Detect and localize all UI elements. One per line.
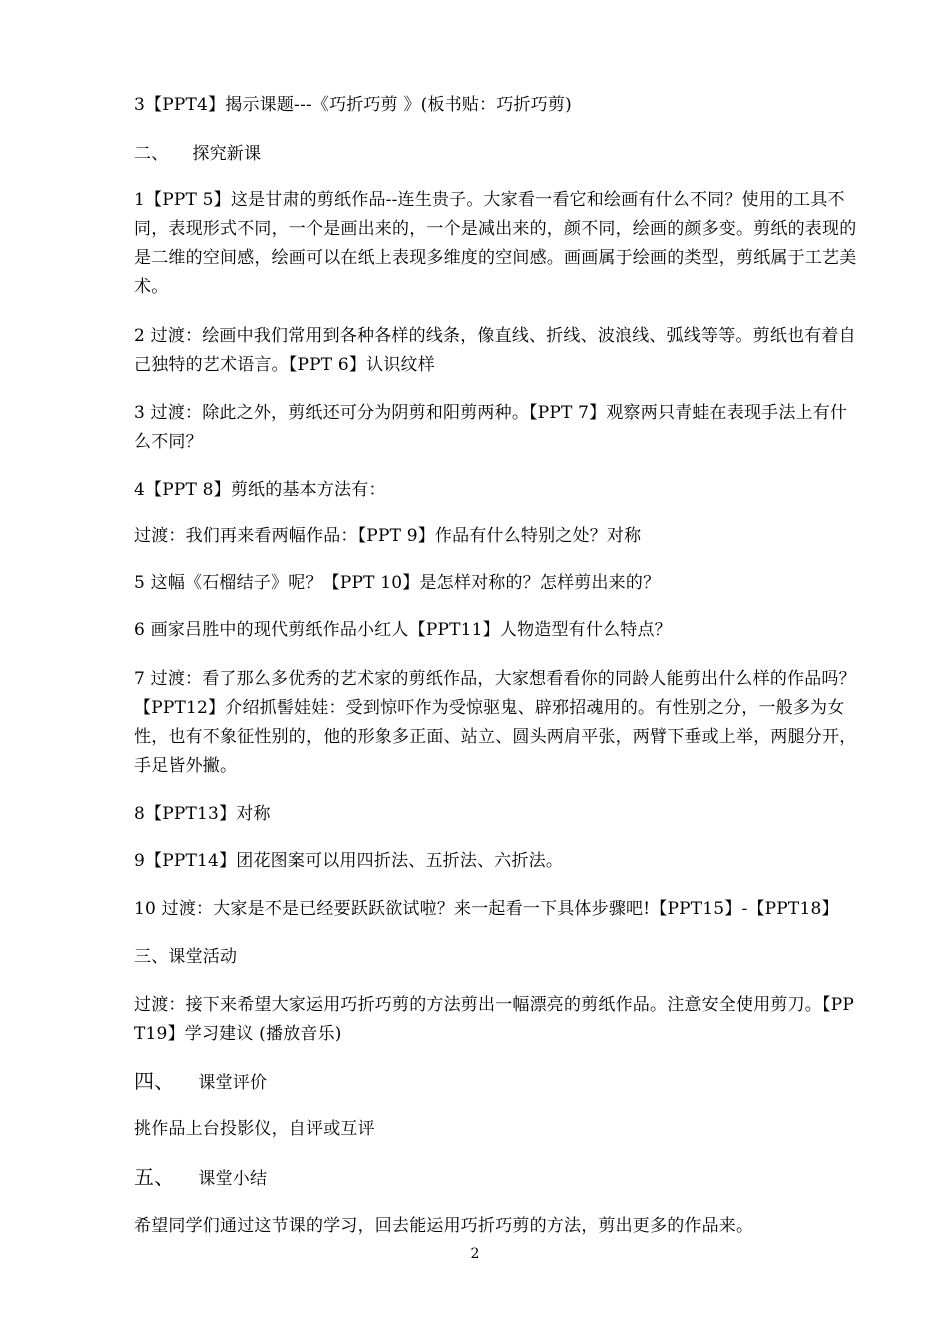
section-heading-explore bbox=[134, 140, 864, 169]
paragraph-reveal-topic: 3【PPT4】揭示课题---《巧折巧剪 》(板书贴：巧折巧剪) bbox=[134, 95, 572, 115]
paragraph-symmetry: 8【PPT13】对称 bbox=[134, 804, 271, 824]
section-number: 五、 bbox=[134, 1165, 175, 1189]
paragraph-yin-yang-cut: 3 过渡：除此之外，剪纸还可分为阴剪和阳剪两种。【PPT 7】观察两只青蛙在表现手法上有什么不同？ bbox=[134, 403, 848, 452]
section-number: 二、 bbox=[134, 144, 169, 164]
paragraph-evaluation: 挑作品上台投影仪，自评或互评 bbox=[134, 1119, 375, 1139]
paragraph-steps: 10 过渡：大家是不是已经要跃跃欲试啦？来一起看一下具体步骤吧!【PPT15】-【PPT18】 bbox=[134, 899, 839, 919]
section-heading-evaluation bbox=[134, 1067, 864, 1098]
section-number: 四、 bbox=[134, 1069, 175, 1093]
paragraph-activity-transition: 过渡：接下来希望大家运用巧折巧剪的方法剪出一幅漂亮的剪纸作品。注意安全使用剪刀。【PPT19】学习建议 (播放音乐) bbox=[134, 995, 854, 1044]
paragraph-basic-methods: 4【PPT 8】剪纸的基本方法有： bbox=[134, 480, 386, 500]
page-number: 2 bbox=[470, 1246, 480, 1262]
paragraph-zhuaji-doll: 7 过渡：看了那么多优秀的艺术家的剪纸作品，大家想看看你的同龄人能剪出什么样的作品吗？【PPT12】介绍抓髻娃娃：受到惊吓作为受惊驱鬼、辟邪招魂用的。有性别之分，一般多为女性，也有不象征性别的，他的形象多正面、站立、圆头两肩平张，两臂下垂或上举，两腿分开，手足皆外撇。 bbox=[134, 669, 857, 776]
paragraph-summary: 希望同学们通过这节课的学习，回去能运用巧折巧剪的方法，剪出更多的作品来。 bbox=[134, 1216, 754, 1236]
paragraph-little-red-man: 6 画家吕胜中的现代剪纸作品小红人【PPT11】人物造型有什么特点？ bbox=[134, 620, 672, 640]
paragraph-pomegranate: 5 这幅《石榴结子》呢？【PPT 10】是怎样对称的？怎样剪出来的？ bbox=[134, 573, 661, 593]
section-heading-summary bbox=[134, 1163, 864, 1194]
paragraph-symmetry-works: 过渡：我们再来看两幅作品：【PPT 9】作品有什么特别之处？对称 bbox=[134, 526, 642, 546]
paragraph-lines-transition: 2 过渡：绘画中我们常用到各种各样的线条，像直线、折线、波浪线、弧线等等。剪纸也有着自己独特的艺术语言。【PPT 6】认识纹样 bbox=[134, 326, 856, 375]
section-title: 探究新课 bbox=[192, 144, 262, 164]
paragraph-gansu-papercut: 1【PPT 5】这是甘肃的剪纸作品--连生贵子。大家看一看它和绘画有什么不同？使用的工具不同，表现形式不同，一个是画出来的，一个是减出来的，颜不同，绘画的颜多变。剪纸的表现的是二维的空间感，绘画可以在纸上表现多维度的空间感。画画属于绘画的类型，剪纸属于工艺美术。 bbox=[134, 190, 857, 297]
section-heading-activity: 三、课堂活动 bbox=[134, 947, 238, 967]
section-title: 课堂小结 bbox=[198, 1169, 268, 1189]
paragraph-tuanhua: 9【PPT14】团花图案可以用四折法、五折法、六折法。 bbox=[134, 851, 564, 871]
section-title: 课堂评价 bbox=[198, 1073, 268, 1093]
